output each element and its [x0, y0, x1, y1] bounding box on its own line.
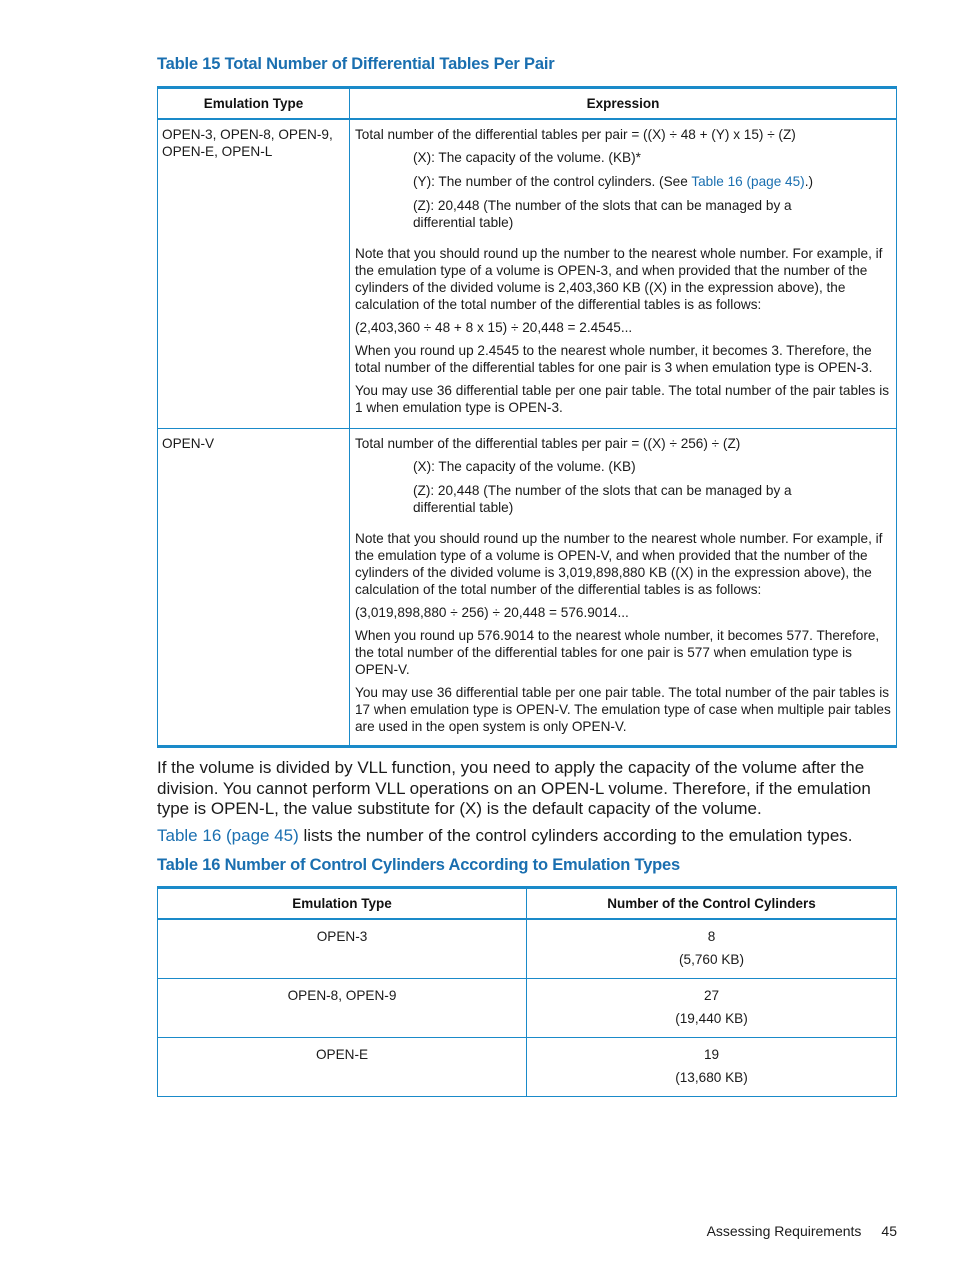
control-cylinders-table: [157, 886, 897, 1097]
x-definition: (X): The capacity of the volume. (KB): [413, 458, 636, 474]
control-cylinders-cell: 19 (13,680 KB): [527, 1037, 897, 1096]
footer-section-title: Assessing Requirements: [706, 1223, 862, 1239]
z-definition: (Z): 20,448 (The number of the slots that can be managed by a differential table): [413, 198, 792, 230]
column-header-emulation-type: Emulation Type: [158, 888, 527, 920]
note-text: Note that you should round up the number to the nearest whole number. For example, if the emulation type of a volume is OPEN-3, and when provided that the number of the cylinders of the divided volume is 2,403,360 KB ((X) in the expression above), the calculation of the total number of the differential tables is as follows:: [355, 246, 883, 312]
table-row: [158, 428, 897, 746]
emulation-type-cell: OPEN-V: [158, 428, 350, 746]
formula: Total number of the differential tables per pair = ((X) ÷ 48 + (Y) x 15) ÷ (Z): [355, 127, 796, 142]
column-header-emulation-type: Emulation Type: [158, 88, 350, 120]
control-cylinders-cell: 8 (5,760 KB): [527, 919, 897, 978]
y-definition: (Y): The number of the control cylinders. (See Table 16 (page 45).): [413, 174, 813, 189]
pair-table-text: You may use 36 differential table per one pair table. The total number of the pair tables is 1 when emulation type is OPEN-3.: [355, 383, 890, 415]
table-16-reference-paragraph: Table 16 (page 45) lists the number of the control cylinders according to the emulation types.: [157, 826, 853, 845]
z-definition: (Z): 20,448 (The number of the slots that can be managed by a differential table): [413, 482, 792, 515]
page-footer: [707, 1223, 897, 1239]
table-16-link[interactable]: Table 16 (page 45): [691, 174, 805, 189]
control-cylinders-cell: 27 (19,440 KB): [527, 978, 897, 1037]
table-row: [158, 919, 897, 978]
emulation-type-cell: OPEN-3: [158, 919, 527, 978]
vll-paragraph: If the volume is divided by VLL function, you need to apply the capacity of the volume after the division. You cannot perform VLL operations on an OPEN-L volume. Therefore, if the emulation type is OPEN-L, the value substitute for (X) is the default capacity of the volume.: [157, 758, 871, 818]
column-header-expression: Expression: [350, 88, 897, 120]
table-row: [158, 1037, 897, 1096]
pair-table-text: You may use 36 differential table per one pair table. The total number of the pair tables is 17 when emulation type is OPEN-V. The emulation type of case when multiple pair tables are used in the open system is only OPEN-V.: [355, 684, 891, 734]
table-15-caption: Table 15 Total Number of Differential Tables Per Pair: [157, 55, 555, 73]
roundup-text: When you round up 2.4545 to the nearest whole number, it becomes 3. Therefore, the total number of the differential tables for one pair is 3 when emulation type is OPEN-3.: [355, 343, 873, 375]
page-number: 45: [881, 1223, 897, 1239]
expression-cell: [350, 119, 897, 428]
table-16-caption: Table 16 Number of Control Cylinders According to Emulation Types: [157, 856, 681, 874]
differential-tables-table: [157, 86, 897, 748]
table-16-link[interactable]: Table 16 (page 45): [157, 826, 299, 845]
emulation-type-cell: OPEN-3, OPEN-8, OPEN-9, OPEN-E, OPEN-L: [158, 119, 350, 428]
calculation: (2,403,360 ÷ 48 + 8 x 15) ÷ 20,448 = 2.4545...: [355, 320, 633, 335]
expression-cell: [350, 428, 897, 746]
formula: Total number of the differential tables per pair = ((X) ÷ 256) ÷ (Z): [355, 435, 741, 451]
table-row: [158, 978, 897, 1037]
table-row: [158, 119, 897, 428]
note-text: Note that you should round up the number to the nearest whole number. For example, if the emulation type of a volume is OPEN-V, and when provided that the number of the cylinders of the divided volume is 3,019,898,880 KB ((X) in the expression above), the calculation of the total number of the differential tables is as follows:: [355, 530, 883, 597]
emulation-type-cell: OPEN-E: [158, 1037, 527, 1096]
x-definition: (X): The capacity of the volume. (KB)*: [413, 150, 641, 165]
column-header-control-cylinders: Number of the Control Cylinders: [527, 888, 897, 920]
emulation-type-cell: OPEN-8, OPEN-9: [158, 978, 527, 1037]
roundup-text: When you round up 576.9014 to the nearest whole number, it becomes 577. Therefore, the total number of the differential tables for one pair is 577 when emulation type is OPEN-V.: [355, 627, 880, 677]
calculation: (3,019,898,880 ÷ 256) ÷ 20,448 = 576.9014...: [355, 604, 629, 620]
